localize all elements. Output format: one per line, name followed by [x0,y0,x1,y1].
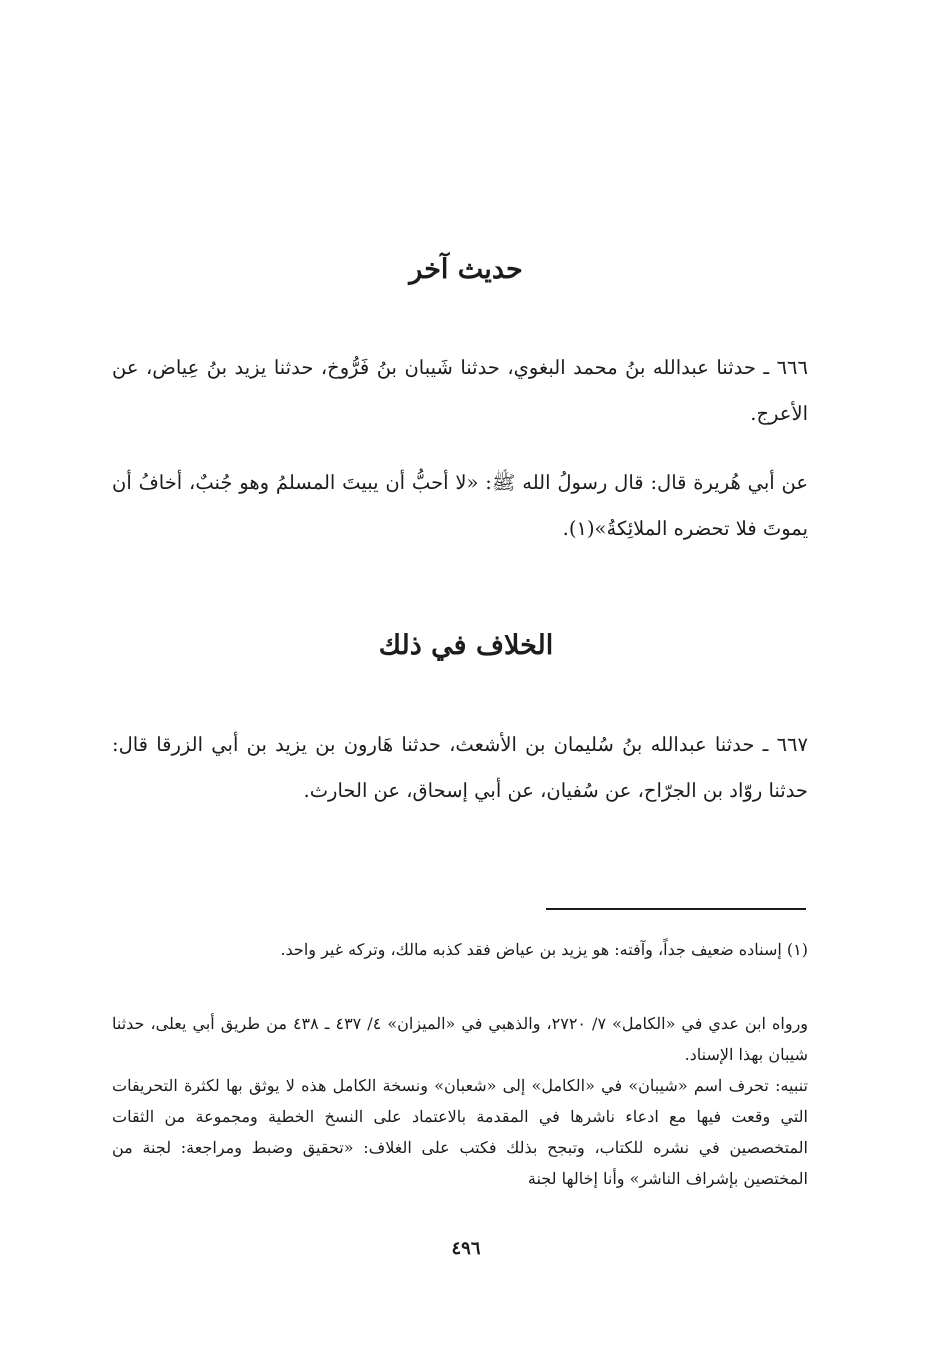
footnote-note: تنبيه: تحرف اسم «شيبان» في «الكامل» إلى «شعبان» ونسخة الكامل هذه لا يوثق بها لكثرة التحريفات التي وقعت فيها مع ادعاء ناشرها في المقدمة بالاعتماد على النسخ الخطية ومجموعة من الثقات المتخصصين في نشره للكتاب، وتبجح بذلك فكتب على الغلاف: «تحقيق وضبط ومراجعة: لجنة من المختصين بإشراف الناشر» وأنا إخالها لجنة [112,1076,808,1188]
section-title-al-khilaf: الخلاف في ذلك [378,630,554,661]
section-title-hadith-akhar: حديث آخر [409,254,523,285]
footnote-1: (١) إسناده ضعيف جداً، وآفته: هو يزيد بن عياض فقد كذبه مالك، وتركه غير واحد. [280,940,808,959]
hadith-667-isnad: ٦٦٧ ـ حدثنا عبدالله بنُ سُليمان بن الأشعث، حدثنا هَارون بن يزيد بن أبي الزرقا قال: حدثنا روّاد بن الجرّاح، عن سُفيان، عن أبي إسحاق، عن الحارث. [112,733,808,802]
footnote-1-continued: ورواه ابن عدي في «الكامل» ٧/ ٢٧٢٠، والذهبي في «الميزان» ٤/ ٤٣٧ ـ ٤٣٨ من طريق أبي يعلى، حدثنا شيبان بهذا الإسناد. [112,1014,809,1064]
hadith-666-isnad: ٦٦٦ ـ حدثنا عبدالله بنُ محمد البغوي، حدثنا شَيبان بنُ فَرُّوخ، حدثنا يزيد بنُ عِياض، عن الأعرج. [112,356,808,425]
page-number: ٤٩٦ [451,1238,481,1259]
hadith-666-matn: عن أبي هُريرة قال: قال رسولُ الله ﷺ: «لا أحبُّ أن يبيتَ المسلمُ وهو جُنبٌ، أخافُ أن يموتَ فلا تحضره الملائِكةُ»(١). [112,471,808,540]
footnote-separator [546,908,806,910]
